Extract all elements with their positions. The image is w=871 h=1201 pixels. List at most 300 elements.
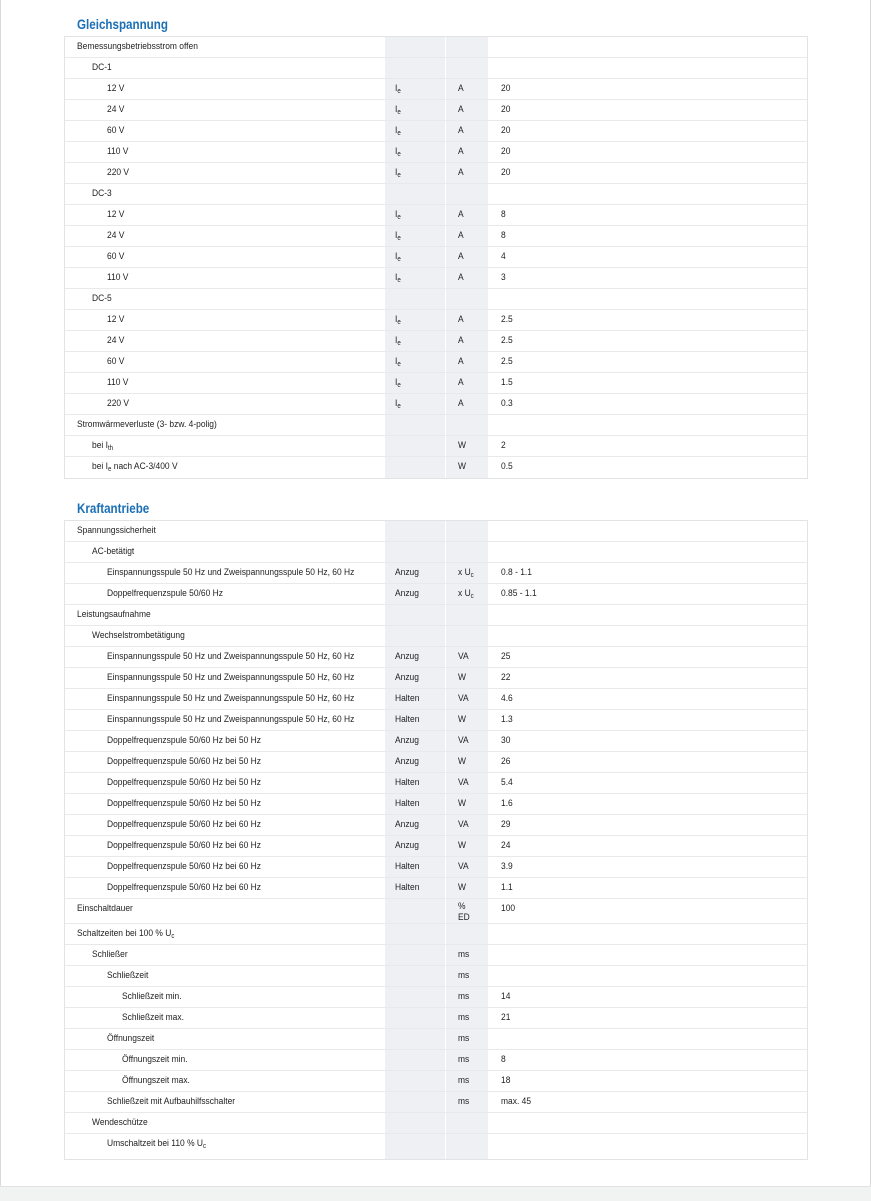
row-symbol-text: Halten — [395, 861, 420, 872]
table-row — [65, 352, 807, 373]
row-unit — [458, 815, 469, 835]
row-unit — [458, 373, 464, 393]
table-row — [65, 142, 807, 163]
table-row — [65, 752, 807, 773]
row-unit — [458, 752, 466, 772]
table-row — [65, 945, 807, 966]
row-label-text: bei I — [92, 440, 108, 451]
row-unit — [458, 1071, 469, 1091]
row-unit — [458, 836, 466, 856]
row-symbol — [395, 773, 419, 793]
row-unit — [458, 1050, 469, 1070]
row-unit-text: VA — [458, 777, 469, 788]
row-unit — [458, 352, 464, 372]
row-unit-text: W — [458, 756, 466, 767]
row-value: 8 — [501, 1054, 506, 1065]
row-unit — [458, 1008, 469, 1028]
row-label-text: Umschaltzeit bei 110 % U — [107, 1138, 204, 1149]
row-symbol — [395, 121, 401, 141]
row-unit-text: VA — [458, 735, 469, 746]
row-label — [92, 436, 113, 456]
row-unit-text: A — [458, 209, 464, 220]
row-unit — [458, 668, 466, 688]
row-symbol-subscript: e — [397, 277, 401, 284]
row-unit — [458, 584, 474, 604]
row-label — [107, 1092, 235, 1112]
row-label-text: 60 V — [107, 356, 125, 367]
row-label-text: Einspannungsspule 50 Hz und Zweispannungsspule 50 Hz, 60 Hz — [107, 693, 355, 704]
row-symbol-text: I — [395, 251, 398, 262]
row-symbol — [395, 352, 401, 372]
row-value: 21 — [501, 1012, 511, 1023]
row-unit-text: ms — [458, 1054, 470, 1065]
row-symbol-subscript: e — [397, 130, 401, 137]
row-value: 20 — [501, 167, 511, 178]
row-symbol — [395, 226, 401, 246]
row-value: 20 — [501, 83, 511, 94]
row-label — [107, 310, 124, 330]
row-symbol-text: I — [395, 335, 398, 346]
row-unit-line2: ED — [458, 912, 470, 923]
section-title-gleichspannung: Gleichspannung — [77, 17, 168, 32]
row-label-text: Einspannungsspule 50 Hz und Zweispannungsspule 50 Hz, 60 Hz — [107, 567, 355, 578]
row-value: 22 — [501, 672, 511, 683]
table-row — [65, 247, 807, 268]
table-row — [65, 605, 807, 626]
row-label — [77, 605, 151, 625]
row-unit — [458, 310, 464, 330]
row-unit — [458, 163, 464, 183]
table-row — [65, 836, 807, 857]
row-label — [107, 121, 124, 141]
row-label — [77, 521, 156, 541]
row-label-text: Doppelfrequenzspule 50/60 Hz bei 50 Hz — [107, 735, 261, 746]
row-label-text: Doppelfrequenzspule 50/60 Hz bei 50 Hz — [107, 798, 261, 809]
row-symbol — [395, 752, 419, 772]
row-symbol-text: Anzug — [395, 840, 419, 851]
table-row — [65, 542, 807, 563]
row-unit-text: VA — [458, 819, 469, 830]
row-value: 20 — [501, 104, 511, 115]
table-row — [65, 121, 807, 142]
table-row — [65, 268, 807, 289]
row-unit-text: W — [458, 714, 466, 725]
row-label — [107, 142, 128, 162]
row-value: 2.5 — [501, 356, 513, 367]
row-unit-subscript: c — [470, 593, 474, 600]
row-label — [107, 731, 261, 751]
row-value: max. 45 — [501, 1096, 532, 1107]
row-unit-text: % — [458, 901, 466, 912]
row-label — [122, 1071, 190, 1091]
row-label — [122, 1050, 188, 1070]
row-symbol — [395, 205, 401, 225]
row-label-text: bei I — [92, 461, 108, 472]
row-label-text: 12 V — [107, 209, 125, 220]
row-label — [107, 331, 124, 351]
row-label — [107, 100, 124, 120]
row-label-text: 24 V — [107, 335, 125, 346]
table-row — [65, 394, 807, 415]
row-unit — [458, 457, 466, 477]
row-unit-text: ms — [458, 1075, 470, 1086]
table-row — [65, 436, 807, 457]
row-label — [107, 352, 124, 372]
table-row — [65, 457, 807, 478]
row-label — [107, 226, 124, 246]
table-row — [65, 584, 807, 605]
row-label — [107, 857, 261, 877]
table-row — [65, 794, 807, 815]
row-unit-text: A — [458, 314, 464, 325]
row-value: 1.5 — [501, 377, 513, 388]
row-label — [107, 247, 124, 267]
table-row — [65, 878, 807, 899]
row-label-text: 60 V — [107, 251, 125, 262]
table-row — [65, 647, 807, 668]
row-symbol-text: Anzug — [395, 672, 419, 683]
table-row — [65, 773, 807, 794]
row-label-text: 60 V — [107, 125, 125, 136]
row-label — [92, 289, 112, 309]
row-label-text: Doppelfrequenzspule 50/60 Hz bei 60 Hz — [107, 840, 261, 851]
row-value: 20 — [501, 125, 511, 136]
row-label — [107, 710, 354, 730]
row-label-text: Wechselstrombetätigung — [92, 630, 185, 641]
table-row — [65, 1092, 807, 1113]
row-label-text: Doppelfrequenzspule 50/60 Hz bei 50 Hz — [107, 756, 261, 767]
row-label — [107, 752, 261, 772]
row-value: 20 — [501, 146, 511, 157]
row-unit-text: W — [458, 840, 466, 851]
row-value: 29 — [501, 819, 511, 830]
row-unit — [458, 205, 464, 225]
row-label-text: Wendeschütze — [92, 1117, 148, 1128]
row-label-text: Doppelfrequenzspule 50/60 Hz — [107, 588, 223, 599]
row-label — [92, 626, 185, 646]
row-symbol — [395, 710, 419, 730]
row-label — [92, 58, 112, 78]
row-unit-text: A — [458, 83, 464, 94]
row-label-text: Einschaltdauer — [77, 903, 133, 914]
row-symbol-text: I — [395, 209, 398, 220]
row-symbol — [395, 373, 401, 393]
table-kraftantriebe — [64, 520, 808, 1160]
row-value: 100 — [501, 903, 516, 914]
row-unit-subscript: c — [470, 572, 474, 579]
row-label — [122, 1008, 184, 1028]
row-symbol-subscript: e — [397, 151, 401, 158]
row-value: 5.4 — [501, 777, 513, 788]
row-label — [107, 815, 261, 835]
table-row — [65, 1050, 807, 1071]
row-label — [107, 647, 354, 667]
row-label — [107, 205, 124, 225]
row-symbol-subscript: e — [397, 235, 401, 242]
row-symbol-text: Halten — [395, 714, 420, 725]
row-value: 2.5 — [501, 314, 513, 325]
row-symbol — [395, 310, 401, 330]
row-symbol-text: I — [395, 398, 398, 409]
row-unit — [458, 121, 464, 141]
row-label-text: Öffnungszeit max. — [122, 1075, 190, 1086]
row-value: 0.8 - 1.1 — [501, 567, 532, 578]
row-label-text: Doppelfrequenzspule 50/60 Hz bei 60 Hz — [107, 861, 261, 872]
row-label-text: Einspannungsspule 50 Hz und Zweispannungsspule 50 Hz, 60 Hz — [107, 672, 355, 683]
row-label — [107, 373, 128, 393]
row-symbol — [395, 857, 419, 877]
table-row — [65, 731, 807, 752]
row-value: 26 — [501, 756, 511, 767]
table-row — [65, 966, 807, 987]
row-symbol-text: I — [395, 167, 398, 178]
row-unit-text: ms — [458, 991, 470, 1002]
row-value: 1.3 — [501, 714, 513, 725]
row-label-text: DC-5 — [92, 293, 112, 304]
row-label — [107, 966, 148, 986]
table-row — [65, 58, 807, 79]
row-unit-text: ms — [458, 1033, 470, 1044]
row-label-text: Stromwärmeverluste (3- bzw. 4-polig) — [77, 419, 217, 430]
row-label-text: Schließzeit max. — [122, 1012, 184, 1023]
row-symbol-text: Halten — [395, 882, 420, 893]
row-unit — [458, 901, 470, 923]
table-row — [65, 415, 807, 436]
row-unit — [458, 710, 466, 730]
row-value: 2.5 — [501, 335, 513, 346]
table-row — [65, 689, 807, 710]
row-unit — [458, 100, 464, 120]
row-unit — [458, 79, 464, 99]
row-label-text: Schließzeit min. — [122, 991, 182, 1002]
row-label — [77, 899, 133, 919]
row-unit-text: W — [458, 461, 466, 472]
row-symbol-text: I — [395, 125, 398, 136]
table-row — [65, 899, 807, 924]
row-label — [107, 878, 261, 898]
row-label-text: 24 V — [107, 104, 125, 115]
row-symbol-text: Anzug — [395, 735, 419, 746]
row-unit — [458, 436, 466, 456]
row-symbol — [395, 100, 401, 120]
row-unit-text: A — [458, 230, 464, 241]
table-row — [65, 1029, 807, 1050]
row-value: 3.9 — [501, 861, 513, 872]
row-unit — [458, 945, 469, 965]
table-row — [65, 710, 807, 731]
row-symbol — [395, 394, 401, 414]
row-symbol — [395, 668, 419, 688]
row-symbol-text: Anzug — [395, 819, 419, 830]
row-value: 0.3 — [501, 398, 513, 409]
row-symbol-text: I — [395, 356, 398, 367]
table-row — [65, 1134, 807, 1159]
row-symbol — [395, 815, 419, 835]
row-unit-text: A — [458, 167, 464, 178]
row-unit — [458, 394, 464, 414]
row-label-suffix: nach AC-3/400 V — [111, 461, 178, 472]
row-label — [92, 457, 178, 477]
row-label — [107, 163, 129, 183]
row-unit — [458, 331, 464, 351]
row-symbol — [395, 142, 401, 162]
table-row — [65, 100, 807, 121]
row-unit — [458, 773, 469, 793]
row-label — [77, 415, 217, 435]
row-symbol-subscript: e — [397, 88, 401, 95]
row-symbol-subscript: e — [397, 382, 401, 389]
row-symbol-text: I — [395, 83, 398, 94]
row-symbol-text: Anzug — [395, 567, 419, 578]
row-label-text: Doppelfrequenzspule 50/60 Hz bei 60 Hz — [107, 819, 261, 830]
row-unit-text: A — [458, 125, 464, 136]
row-unit-text: W — [458, 672, 466, 683]
row-unit-text: ms — [458, 949, 470, 960]
row-symbol — [395, 247, 401, 267]
table-row — [65, 184, 807, 205]
row-symbol-text: I — [395, 377, 398, 388]
row-unit-text: A — [458, 104, 464, 115]
row-label-text: 12 V — [107, 83, 125, 94]
row-unit-text: ms — [458, 1012, 470, 1023]
row-unit — [458, 878, 466, 898]
row-symbol-text: Anzug — [395, 756, 419, 767]
row-value: 4 — [501, 251, 506, 262]
row-label-text: Doppelfrequenzspule 50/60 Hz bei 50 Hz — [107, 777, 261, 788]
row-unit-text: A — [458, 272, 464, 283]
row-symbol — [395, 268, 401, 288]
row-label — [107, 584, 223, 604]
row-unit — [458, 226, 464, 246]
row-symbol — [395, 689, 419, 709]
row-label — [92, 542, 134, 562]
row-label-text: 12 V — [107, 314, 125, 325]
footer-bar — [0, 1186, 871, 1201]
row-unit-text: A — [458, 335, 464, 346]
row-symbol — [395, 563, 419, 583]
row-unit — [458, 247, 464, 267]
row-label-text: Bemessungsbetriebsstrom offen — [77, 41, 198, 52]
row-symbol-text: I — [395, 230, 398, 241]
row-unit-text: VA — [458, 651, 469, 662]
row-unit — [458, 1092, 469, 1112]
row-label — [107, 773, 261, 793]
row-label-text: 24 V — [107, 230, 125, 241]
row-label — [107, 836, 261, 856]
row-unit-text: ms — [458, 970, 470, 981]
row-symbol-text: I — [395, 314, 398, 325]
row-unit-text: VA — [458, 693, 469, 704]
row-unit — [458, 268, 464, 288]
row-label — [107, 79, 124, 99]
row-label-text: Schließzeit — [107, 970, 149, 981]
row-value: 4.6 — [501, 693, 513, 704]
table-row — [65, 79, 807, 100]
row-unit-text: A — [458, 377, 464, 388]
row-value: 25 — [501, 651, 511, 662]
table-row — [65, 1008, 807, 1029]
table-row — [65, 563, 807, 584]
row-label-text: 110 V — [107, 377, 129, 388]
table-row — [65, 857, 807, 878]
row-value: 2 — [501, 440, 506, 451]
row-label — [92, 1113, 148, 1133]
row-unit-text: W — [458, 798, 466, 809]
row-unit — [458, 647, 469, 667]
row-label — [77, 37, 198, 57]
table-row — [65, 626, 807, 647]
row-label-subscript: th — [107, 445, 114, 452]
row-value: 24 — [501, 840, 511, 851]
row-unit-text: A — [458, 398, 464, 409]
row-label-text: Doppelfrequenzspule 50/60 Hz bei 60 Hz — [107, 882, 261, 893]
row-label-text: 110 V — [107, 272, 129, 283]
row-label — [107, 394, 129, 414]
row-label-text: 110 V — [107, 146, 129, 157]
row-value: 1.6 — [501, 798, 513, 809]
row-symbol-subscript: e — [397, 172, 401, 179]
row-unit — [458, 1029, 469, 1049]
row-unit-text: ms — [458, 1096, 470, 1107]
row-unit — [458, 689, 469, 709]
table-row — [65, 163, 807, 184]
row-symbol-text: Halten — [395, 693, 420, 704]
table-row — [65, 289, 807, 310]
row-value: 3 — [501, 272, 506, 283]
row-value: 0.85 - 1.1 — [501, 588, 537, 599]
row-label — [107, 1029, 154, 1049]
row-symbol — [395, 794, 419, 814]
section-title-kraftantriebe: Kraftantriebe — [77, 501, 150, 516]
row-symbol — [395, 331, 401, 351]
row-label-text: Schließzeit mit Aufbauhilfsschalter — [107, 1096, 236, 1107]
row-symbol-text: Anzug — [395, 588, 419, 599]
row-label-text: Einspannungsspule 50 Hz und Zweispannungsspule 50 Hz, 60 Hz — [107, 714, 355, 725]
row-label-subscript: c — [171, 933, 175, 940]
row-label-text: Leistungsaufnahme — [77, 609, 151, 620]
table-row — [65, 1071, 807, 1092]
row-value: 14 — [501, 991, 511, 1002]
row-label-text: Schließer — [92, 949, 128, 960]
row-label — [92, 184, 112, 204]
row-unit-text: W — [458, 882, 466, 893]
row-label — [107, 668, 354, 688]
row-symbol — [395, 731, 419, 751]
row-label — [122, 987, 182, 1007]
row-label-text: Einspannungsspule 50 Hz und Zweispannungsspule 50 Hz, 60 Hz — [107, 651, 355, 662]
row-unit — [458, 857, 469, 877]
row-unit-text: A — [458, 146, 464, 157]
row-label-text: 220 V — [107, 398, 130, 409]
row-value: 8 — [501, 230, 506, 241]
row-symbol — [395, 647, 419, 667]
row-symbol-text: I — [395, 104, 398, 115]
row-symbol-subscript: e — [397, 340, 401, 347]
row-label-text: Öffnungszeit — [107, 1033, 155, 1044]
row-symbol — [395, 163, 401, 183]
row-symbol-subscript: e — [397, 361, 401, 368]
table-row — [65, 331, 807, 352]
row-label-text: Öffnungszeit min. — [122, 1054, 188, 1065]
row-symbol — [395, 584, 419, 604]
table-gleichspannung — [64, 36, 808, 479]
table-row — [65, 521, 807, 542]
row-unit-text: x U — [458, 588, 471, 599]
row-unit-text: A — [458, 251, 464, 262]
row-label-text: Schaltzeiten bei 100 % U — [77, 928, 172, 939]
row-unit-text: A — [458, 356, 464, 367]
row-label-subscript: e — [107, 466, 112, 473]
